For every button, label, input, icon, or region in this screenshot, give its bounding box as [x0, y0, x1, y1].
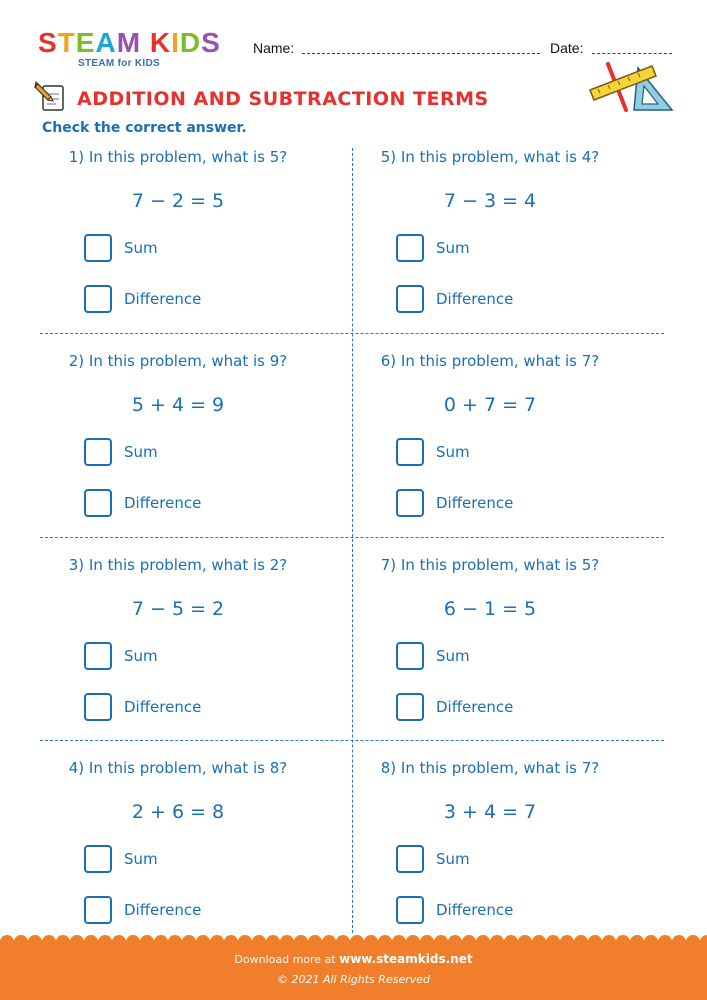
problem-question: 3) In this problem, what is 2? [68, 556, 288, 574]
date-field[interactable] [592, 53, 672, 54]
date-label: Date: [550, 40, 584, 56]
problem-7 [340, 556, 640, 756]
answer-checkbox[interactable] [396, 489, 424, 517]
logo-letter: S [201, 27, 221, 58]
problem-equation: 0 + 7 = 7 [443, 394, 537, 416]
problem-equation: 7 − 3 = 4 [443, 190, 537, 212]
footer-band [0, 940, 707, 1000]
answer-checkbox[interactable] [396, 234, 424, 262]
name-label: Name: [253, 40, 295, 56]
answer-option-difference[interactable] [396, 283, 513, 315]
answer-option-sum[interactable] [396, 843, 470, 875]
answer-checkbox[interactable] [84, 285, 112, 313]
answer-option-difference[interactable] [84, 487, 201, 519]
answer-checkbox[interactable] [84, 896, 112, 924]
answer-option-label: Difference [436, 494, 514, 512]
logo-letter: K [149, 27, 172, 58]
answer-checkbox[interactable] [84, 845, 112, 873]
problem-4 [28, 759, 328, 959]
problem-equation: 3 + 4 = 7 [443, 801, 537, 823]
logo-letter [141, 28, 150, 58]
answer-option-difference[interactable] [84, 894, 201, 926]
problem-equation: 2 + 6 = 8 [131, 801, 225, 823]
footer-website-link[interactable]: www.steamkids.net [339, 952, 473, 966]
answer-option-label: Difference [436, 901, 514, 919]
answer-option-label: Sum [124, 850, 158, 868]
logo-letter: I [171, 27, 180, 58]
answer-option-label: Difference [124, 290, 202, 308]
answer-option-label: Sum [436, 239, 470, 257]
logo-tagline: STEAM for KIDS [78, 58, 160, 69]
problem-6 [340, 352, 640, 552]
footer-download-line [0, 952, 707, 966]
answer-option-label: Sum [436, 647, 470, 665]
answer-checkbox[interactable] [84, 438, 112, 466]
answer-option-sum[interactable] [84, 232, 158, 264]
problem-2 [28, 352, 328, 552]
answer-checkbox[interactable] [396, 693, 424, 721]
problem-equation: 7 − 2 = 5 [131, 190, 225, 212]
footer-download-text: Download more at [234, 953, 340, 966]
answer-option-label: Sum [436, 443, 470, 461]
answer-option-difference[interactable] [84, 691, 201, 723]
problem-question: 5) In this problem, what is 4? [380, 148, 600, 166]
answer-option-sum[interactable] [396, 436, 470, 468]
steam-kids-logo [38, 28, 238, 72]
problem-question: 6) In this problem, what is 7? [380, 352, 600, 370]
answer-checkbox[interactable] [396, 845, 424, 873]
problem-equation: 7 − 5 = 2 [131, 598, 225, 620]
problem-8 [340, 759, 640, 959]
answer-option-sum[interactable] [84, 436, 158, 468]
logo-letter: A [95, 27, 117, 58]
answer-checkbox[interactable] [84, 642, 112, 670]
worksheet-title: ADDITION AND SUBTRACTION TERMS [77, 88, 489, 110]
answer-option-label: Difference [124, 698, 202, 716]
logo-wordmark [38, 28, 238, 58]
answer-checkbox[interactable] [396, 642, 424, 670]
problem-equation: 5 + 4 = 9 [131, 394, 225, 416]
answer-option-difference[interactable] [396, 894, 513, 926]
answer-option-label: Difference [124, 901, 202, 919]
answer-option-sum[interactable] [84, 640, 158, 672]
problem-5 [340, 148, 640, 348]
logo-letter: M [116, 27, 142, 58]
answer-option-difference[interactable] [396, 691, 513, 723]
logo-letter: E [75, 27, 96, 58]
answer-option-label: Sum [124, 239, 158, 257]
logo-letter: D [179, 27, 202, 58]
problem-question: 1) In this problem, what is 5? [68, 148, 288, 166]
problem-question: 7) In this problem, what is 5? [380, 556, 600, 574]
logo-letter: S [38, 27, 58, 58]
worksheet-pencil-icon [34, 80, 68, 114]
problem-question: 8) In this problem, what is 7? [380, 759, 600, 777]
answer-option-difference[interactable] [396, 487, 513, 519]
answer-option-sum[interactable] [396, 640, 470, 672]
problem-question: 4) In this problem, what is 8? [68, 759, 288, 777]
logo-letter: T [57, 27, 76, 58]
instruction-text: Check the correct answer. [42, 120, 247, 136]
name-field[interactable] [302, 53, 540, 54]
answer-option-sum[interactable] [84, 843, 158, 875]
answer-option-label: Difference [124, 494, 202, 512]
problem-1 [28, 148, 328, 348]
answer-option-difference[interactable] [84, 283, 201, 315]
answer-checkbox[interactable] [84, 234, 112, 262]
answer-option-label: Sum [124, 647, 158, 665]
footer-copyright: © 2021 All Rights Reserved [276, 973, 430, 986]
answer-checkbox[interactable] [396, 438, 424, 466]
answer-checkbox[interactable] [396, 285, 424, 313]
answer-checkbox[interactable] [84, 489, 112, 517]
answer-checkbox[interactable] [396, 896, 424, 924]
answer-option-label: Difference [436, 290, 514, 308]
answer-checkbox[interactable] [84, 693, 112, 721]
ruler-triangle-icon [586, 58, 676, 118]
problem-question: 2) In this problem, what is 9? [68, 352, 288, 370]
answer-option-label: Difference [436, 698, 514, 716]
answer-option-label: Sum [436, 850, 470, 868]
problem-equation: 6 − 1 = 5 [443, 598, 537, 620]
answer-option-label: Sum [124, 443, 158, 461]
answer-option-sum[interactable] [396, 232, 470, 264]
problem-3 [28, 556, 328, 756]
